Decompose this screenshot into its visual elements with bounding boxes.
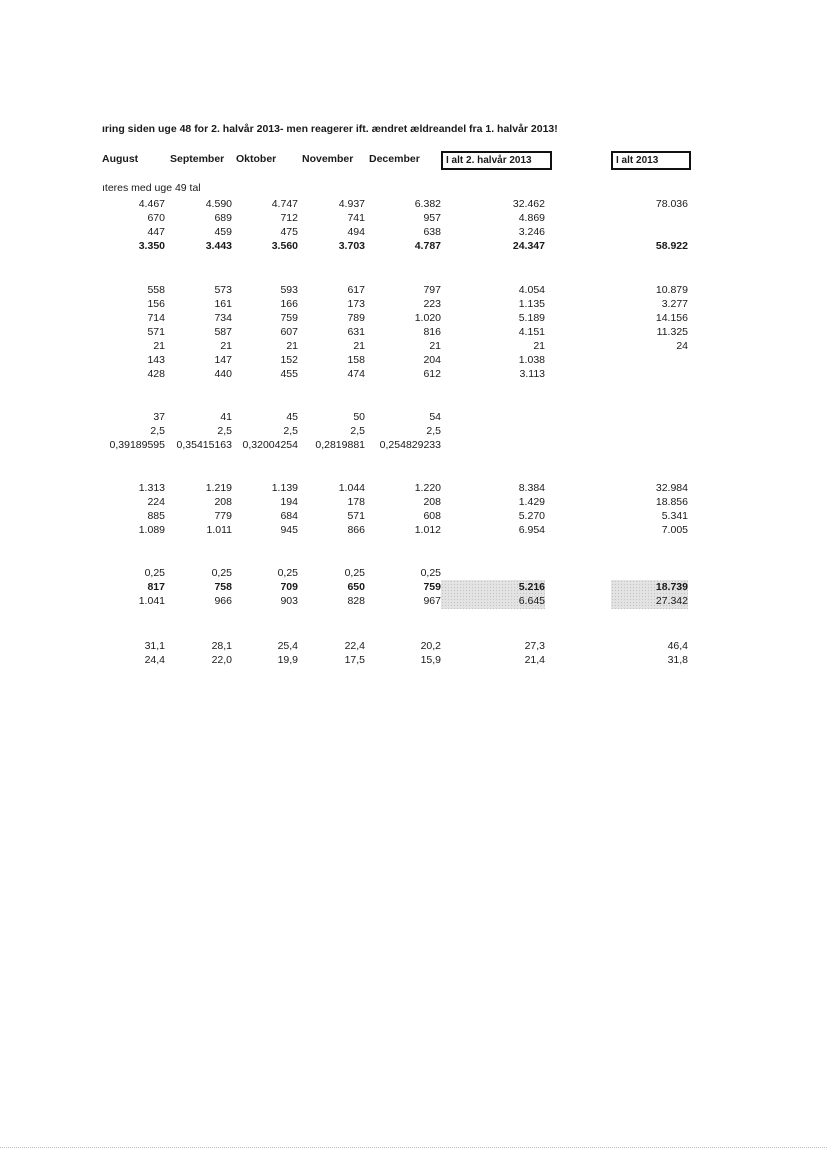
table-cell: 1.041: [138, 595, 165, 607]
table-cell: 3.560: [271, 240, 298, 252]
table-cell: 208: [423, 496, 441, 508]
table-cell: 2,5: [350, 425, 365, 437]
table-cell: 147: [214, 354, 232, 366]
table-cell: 6.382: [414, 198, 441, 210]
table-cell: 816: [423, 326, 441, 338]
table-cell: 459: [214, 226, 232, 238]
column-header: November: [302, 153, 354, 165]
table-cell: 31,8: [667, 654, 688, 666]
table-cell: 24: [676, 340, 688, 352]
table-cell: 161: [214, 298, 232, 310]
column-header: December: [369, 153, 420, 165]
table-cell: 797: [423, 284, 441, 296]
table-cell: 143: [147, 354, 165, 366]
table-cell: 428: [147, 368, 165, 380]
table-cell: 54: [429, 411, 441, 423]
table-cell: 758: [214, 581, 232, 593]
table-cell: 4.590: [205, 198, 232, 210]
table-cell: 1.038: [518, 354, 545, 366]
table-cell: 18.739: [655, 581, 688, 593]
table-cell: 474: [347, 368, 365, 380]
table-cell: 46,4: [667, 640, 688, 652]
table-cell: 24,4: [144, 654, 165, 666]
table-cell: 27,3: [524, 640, 545, 652]
note-text: ıteres med uge 49 tal: [102, 182, 201, 194]
table-cell: 4.747: [271, 198, 298, 210]
table-cell: 4.054: [518, 284, 545, 296]
table-cell: 78.036: [655, 198, 688, 210]
table-cell: 866: [347, 524, 365, 536]
table-cell: 638: [423, 226, 441, 238]
table-cell: 224: [147, 496, 165, 508]
table-cell: 0,39189595: [109, 439, 165, 451]
table-cell: 789: [347, 312, 365, 324]
table-cell: 21: [533, 340, 545, 352]
table-cell: 3.443: [205, 240, 232, 252]
table-cell: 1.089: [138, 524, 165, 536]
table-cell: 0,35415163: [176, 439, 232, 451]
table-cell: 32.462: [512, 198, 545, 210]
table-cell: 2,5: [283, 425, 298, 437]
table-cell: 1.219: [205, 482, 232, 494]
table-cell: 24.347: [512, 240, 545, 252]
table-cell: 10.879: [655, 284, 688, 296]
table-cell: 3.113: [519, 368, 545, 380]
table-cell: 1.429: [518, 496, 545, 508]
table-cell: 41: [220, 411, 232, 423]
table-cell: 11.325: [656, 326, 688, 338]
table-cell: 21: [153, 340, 165, 352]
table-cell: 631: [347, 326, 365, 338]
table-cell: 178: [347, 496, 365, 508]
table-cell: 0,2819881: [315, 439, 365, 451]
table-cell: 587: [214, 326, 232, 338]
table-cell: 885: [147, 510, 165, 522]
column-header: August: [102, 153, 139, 165]
table-cell: 22,0: [211, 654, 232, 666]
table-cell: 45: [286, 411, 298, 423]
table-cell: 8.384: [518, 482, 545, 494]
table-cell: 440: [214, 368, 232, 380]
table-cell: 21: [353, 340, 365, 352]
table-cell: 7.005: [661, 524, 688, 536]
table-cell: 58.922: [655, 240, 688, 252]
table-cell: 32.984: [655, 482, 688, 494]
table-cell: 25,4: [277, 640, 298, 652]
table-cell: 1.020: [414, 312, 441, 324]
table-cell: 152: [280, 354, 298, 366]
table-cell: 714: [147, 312, 165, 324]
table-cell: 27.342: [655, 595, 688, 607]
table-cell: 2,5: [217, 425, 232, 437]
table-cell: 21: [286, 340, 298, 352]
table-cell: 967: [423, 595, 441, 607]
table-cell: 2,5: [150, 425, 165, 437]
page-edge-divider: [0, 1147, 827, 1148]
table-cell: 21: [429, 340, 441, 352]
table-cell: 558: [147, 284, 165, 296]
column-header: I alt 2. halvår 2013: [441, 151, 552, 170]
page-title: ıring siden uge 48 for 2. halvår 2013- men reagerer ift. ændret ældreandel fra 1. halvår 2013!: [102, 123, 558, 135]
table-cell: 945: [280, 524, 298, 536]
table-cell: 173: [347, 298, 365, 310]
column-header: Oktober: [236, 153, 277, 165]
table-cell: 650: [347, 581, 365, 593]
column-header: I alt 2013: [611, 151, 691, 170]
table-cell: 6.954: [518, 524, 545, 536]
table-cell: 5.216: [518, 581, 545, 593]
table-cell: 607: [280, 326, 298, 338]
table-cell: 18.856: [655, 496, 688, 508]
table-cell: 1.044: [338, 482, 365, 494]
table-cell: 6.645: [518, 595, 545, 607]
table-cell: 0,25: [277, 567, 298, 579]
table-cell: 712: [280, 212, 298, 224]
table-cell: 0,25: [344, 567, 365, 579]
table-cell: 571: [147, 326, 165, 338]
table-cell: 828: [347, 595, 365, 607]
table-cell: 573: [214, 284, 232, 296]
table-cell: 957: [423, 212, 441, 224]
table-cell: 223: [423, 298, 441, 310]
table-cell: 14.156: [655, 312, 688, 324]
table-cell: 28,1: [211, 640, 232, 652]
table-cell: 447: [147, 226, 165, 238]
table-cell: 0,254829233: [379, 439, 441, 451]
table-cell: 3.246: [518, 226, 545, 238]
table-cell: 19,9: [277, 654, 298, 666]
table-cell: 17,5: [344, 654, 365, 666]
table-cell: 689: [214, 212, 232, 224]
table-cell: 571: [347, 510, 365, 522]
table-cell: 3.350: [138, 240, 165, 252]
table-cell: 194: [280, 496, 298, 508]
table-cell: 1.135: [518, 298, 545, 310]
table-cell: 1.011: [206, 524, 232, 536]
table-cell: 903: [280, 595, 298, 607]
table-cell: 617: [347, 284, 365, 296]
table-cell: 966: [214, 595, 232, 607]
table-cell: 0,25: [420, 567, 441, 579]
table-cell: 21: [220, 340, 232, 352]
table-cell: 0,25: [211, 567, 232, 579]
table-cell: 4.869: [518, 212, 545, 224]
table-cell: 1.313: [138, 482, 165, 494]
table-cell: 22,4: [344, 640, 365, 652]
table-cell: 1.139: [271, 482, 298, 494]
table-cell: 0,25: [144, 567, 165, 579]
table-cell: 166: [280, 298, 298, 310]
table-cell: 817: [147, 581, 165, 593]
table-cell: 608: [423, 510, 441, 522]
table-cell: 5.341: [661, 510, 688, 522]
table-cell: 50: [353, 411, 365, 423]
table-cell: 670: [147, 212, 165, 224]
table-cell: 3.277: [661, 298, 688, 310]
table-cell: 5.189: [518, 312, 545, 324]
table-cell: 156: [147, 298, 165, 310]
table-cell: 455: [280, 368, 298, 380]
table-cell: 158: [347, 354, 365, 366]
table-cell: 779: [214, 510, 232, 522]
table-cell: 1.012: [414, 524, 441, 536]
table-cell: 208: [214, 496, 232, 508]
table-cell: 0,32004254: [242, 439, 298, 451]
table-cell: 5.270: [518, 510, 545, 522]
table-cell: 3.703: [338, 240, 365, 252]
table-cell: 4.467: [138, 198, 165, 210]
table-cell: 20,2: [420, 640, 441, 652]
table-cell: 1.220: [414, 482, 441, 494]
table-cell: 31,1: [144, 640, 165, 652]
table-cell: 709: [280, 581, 298, 593]
table-cell: 759: [423, 581, 441, 593]
table-cell: 15,9: [420, 654, 441, 666]
table-cell: 734: [214, 312, 232, 324]
table-cell: 741: [347, 212, 365, 224]
table-cell: 593: [280, 284, 298, 296]
column-header: September: [170, 153, 225, 165]
table-cell: 612: [423, 368, 441, 380]
table-cell: 4.937: [338, 198, 365, 210]
table-cell: 37: [153, 411, 165, 423]
table-cell: 4.151: [518, 326, 545, 338]
table-cell: 204: [423, 354, 441, 366]
table-cell: 475: [280, 226, 298, 238]
table-cell: 21,4: [524, 654, 545, 666]
table-cell: 759: [280, 312, 298, 324]
table-cell: 4.787: [414, 240, 441, 252]
table-cell: 494: [347, 226, 365, 238]
table-cell: 2,5: [426, 425, 441, 437]
table-cell: 684: [280, 510, 298, 522]
